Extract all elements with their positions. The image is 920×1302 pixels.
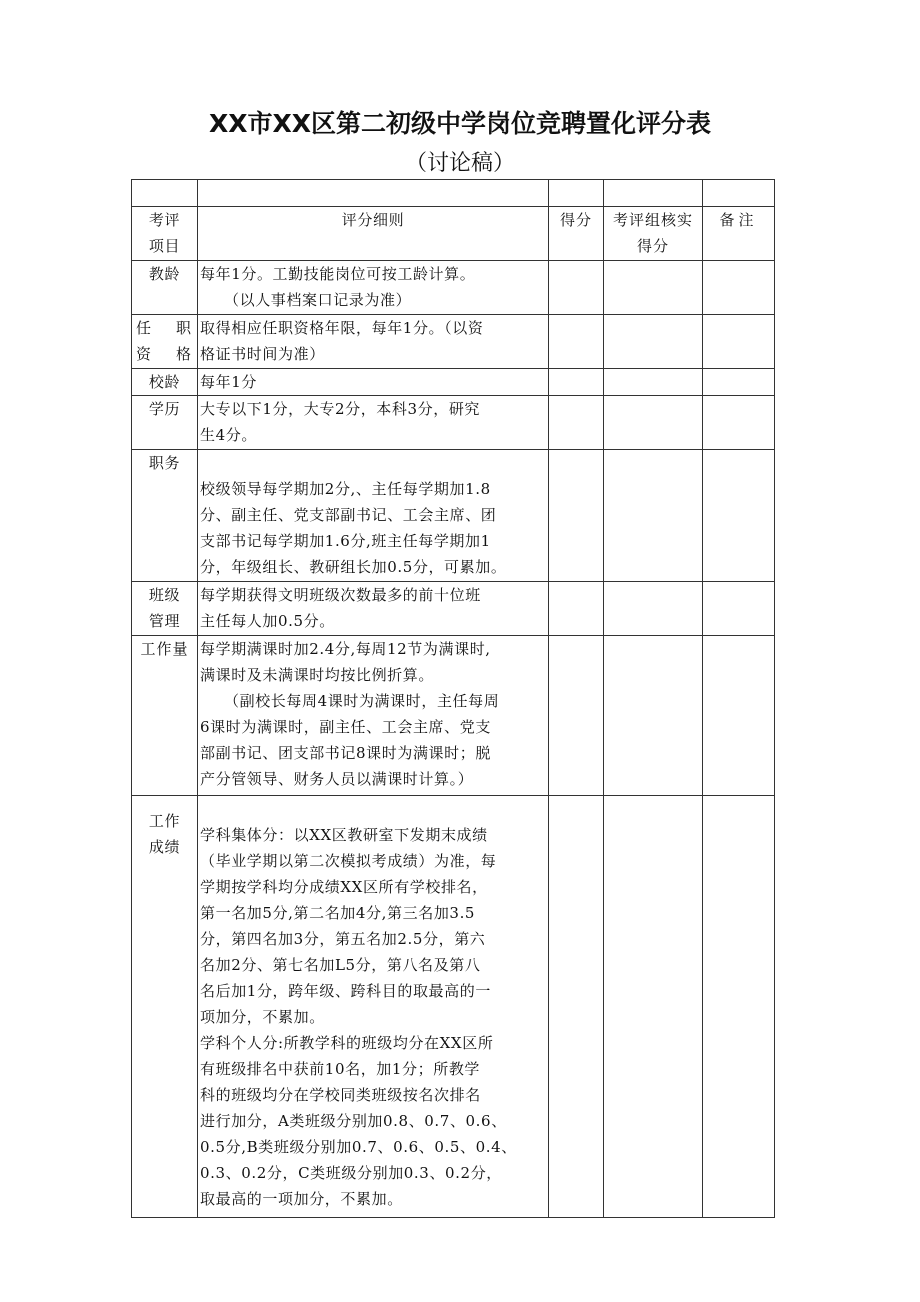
scoring-table (131, 179, 775, 1218)
detail-cell: 每学期满课时加2.4分,每周12节为满课时, 满课时及未满课时均按比例折算。 （副校长每周4课时为满课时，主任每周 6课时为满课时，副主任、工会主席、党支 部副书记、团支部书记8课时为满课时；脱 产分管领导、财务人员以满课时计算。） (198, 636, 549, 796)
score-cell (549, 450, 604, 582)
category-cell: 校龄 (132, 369, 198, 396)
verified-score-cell (604, 450, 703, 582)
row-position (132, 450, 775, 582)
row-school-years (132, 369, 775, 396)
table-cell (549, 180, 604, 207)
remarks-cell (703, 369, 775, 396)
row-teaching-years (132, 261, 775, 315)
category-cell: 职务 (132, 450, 198, 582)
verified-score-cell (604, 396, 703, 450)
header-remarks: 备注 (703, 207, 775, 261)
document-title: XX市XX区第二初级中学岗位竞聘置化评分表 (208, 109, 712, 138)
remarks-cell (703, 450, 775, 582)
verified-score-cell (604, 261, 703, 315)
score-cell (549, 796, 604, 1218)
detail-cell: 大专以下1分，大专2分，本科3分，研究 生4分。 (198, 396, 549, 450)
remarks-cell (703, 315, 775, 369)
score-cell (549, 261, 604, 315)
header-category: 考评 项目 (132, 207, 198, 261)
detail-cell: 每年1分。工勤技能岗位可按工龄计算。 （以人事档案口记录为准） (198, 261, 549, 315)
row-qualification (132, 315, 775, 369)
table-cell (198, 180, 549, 207)
detail-cell: 每年1分 (198, 369, 549, 396)
blank-row (132, 180, 775, 207)
remarks-cell (703, 796, 775, 1218)
header-details: 评分细则 (198, 207, 549, 261)
verified-score-cell (604, 315, 703, 369)
verified-score-cell (604, 796, 703, 1218)
row-education (132, 396, 775, 450)
score-cell (549, 636, 604, 796)
document-subtitle: （讨论稿） (404, 151, 515, 176)
detail-cell: 学科集体分：以XX区教研室下发期末成绩 （毕业学期以第二次模拟考成绩）为准，每 学期按学科均分成绩XX区所有学校排名， 第一名加5分,第二名加4分,第三名加3.5 分，第四名加3分，第五名加2.5分，第六 名加2分、第七名加L5分，第八名及第八 名后加1分，跨年级、跨科目的取最高的一 项加分，不累加。 学科个人分:所教学科的班级均分在XX区所 有班级排名中获前10名，加1分；所教学 科的班级均分在学校同类班级按名次排名 进行加分，A类班级分别加0.8、0.7、0.6、 0.5分,B类班级分别加0.7、0.6、0.5、0.4、 0.3、0.2分，C类班级分别加0.3、0.2分， 取最高的一项加分，不累加。 (198, 796, 549, 1218)
category-cell: 任职 资格 (132, 315, 198, 369)
row-workload (132, 636, 775, 796)
detail-cell: 每学期获得文明班级次数最多的前十位班 主任每人加0.5分。 (198, 582, 549, 636)
remarks-cell (703, 636, 775, 796)
category-cell: 工作 成绩 (132, 796, 198, 1218)
score-cell (549, 582, 604, 636)
score-cell (549, 315, 604, 369)
header-row (132, 207, 775, 261)
verified-score-cell (604, 582, 703, 636)
category-cell: 教龄 (132, 261, 198, 315)
table-cell (703, 180, 775, 207)
category-cell: 学历 (132, 396, 198, 450)
category-cell: 班级 管理 (132, 582, 198, 636)
score-cell (549, 396, 604, 450)
row-class-management (132, 582, 775, 636)
category-cell: 工作量 (132, 636, 198, 796)
detail-cell: 校级领导每学期加2分,、主任每学期加1.8 分、副主任、党支部副书记、工会主席、团 支部书记每学期加1.6分,班主任每学期加1 分，年级组长、教研组长加0.5分，可累加。 (198, 450, 549, 582)
header-verified-score: 考评组核实 得分 (604, 207, 703, 261)
detail-cell: 取得相应任职资格年限，每年1分。（以资 格证书时间为准） (198, 315, 549, 369)
remarks-cell (703, 582, 775, 636)
table-cell (604, 180, 703, 207)
verified-score-cell (604, 636, 703, 796)
verified-score-cell (604, 369, 703, 396)
remarks-cell (703, 396, 775, 450)
row-work-performance (132, 796, 775, 1218)
table-cell (132, 180, 198, 207)
score-cell (549, 369, 604, 396)
header-score: 得分 (549, 207, 604, 261)
remarks-cell (703, 261, 775, 315)
